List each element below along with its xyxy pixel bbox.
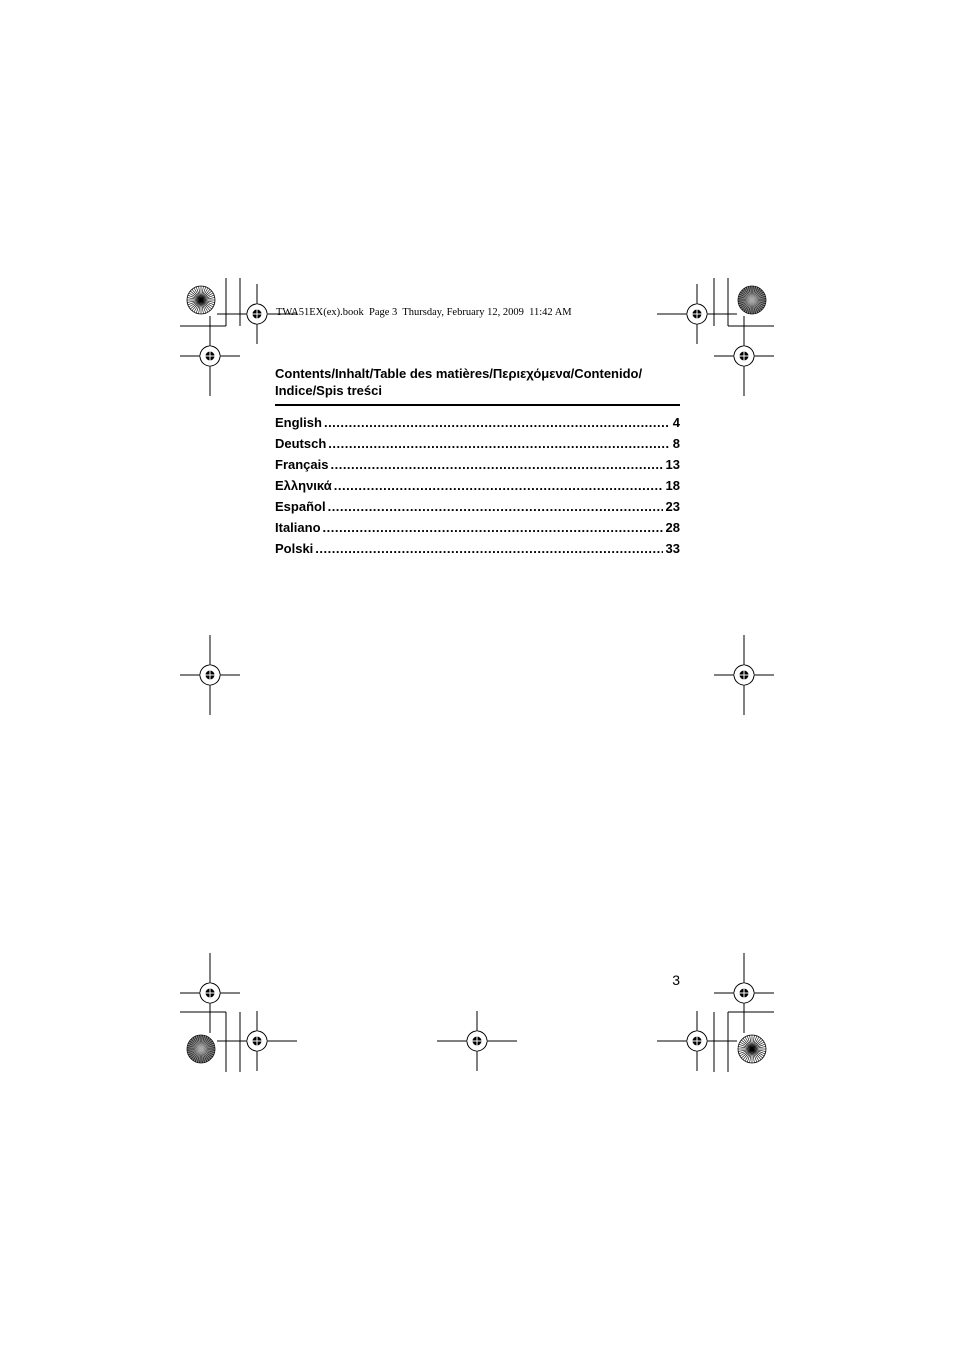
toc-entry-francais[interactable] — [275, 454, 680, 475]
toc-page: 8 — [672, 436, 680, 451]
toc-language: Deutsch — [275, 436, 327, 451]
toc-entry-ellinika[interactable] — [275, 475, 680, 496]
toc-leader — [328, 433, 669, 454]
toc-leader — [315, 538, 662, 559]
toc-language: Français — [275, 457, 329, 472]
toc-leader — [323, 517, 663, 538]
toc-leader — [330, 454, 662, 475]
starburst-target — [738, 1035, 766, 1063]
toc-language: Español — [275, 499, 326, 514]
print-header: TWA51EX(ex).book Page 3 Thursday, February 12, 2009 11:42 AM — [276, 307, 572, 318]
toc-leader — [334, 475, 663, 496]
page-title — [275, 365, 680, 399]
starburst-target — [738, 286, 766, 314]
table-of-contents — [275, 412, 680, 559]
toc-page: 4 — [672, 415, 680, 430]
toc-page: 13 — [665, 457, 680, 472]
toc-language: Ελληνικά — [275, 478, 332, 493]
toc-entry-italiano[interactable] — [275, 517, 680, 538]
registration-marks — [180, 284, 774, 1071]
toc-entry-espanol[interactable] — [275, 496, 680, 517]
toc-language: Polski — [275, 541, 314, 556]
starburst-target — [187, 286, 215, 314]
toc-language: English — [275, 415, 322, 430]
starburst-target — [187, 1035, 215, 1063]
title-rule — [275, 404, 680, 406]
toc-leader — [328, 496, 663, 517]
toc-entry-deutsch[interactable] — [275, 433, 680, 454]
toc-language: Italiano — [275, 520, 321, 535]
toc-entry-english[interactable] — [275, 412, 680, 433]
starburst-targets — [187, 286, 766, 1063]
toc-page: 28 — [665, 520, 680, 535]
toc-page: 33 — [665, 541, 680, 556]
toc-entry-polski[interactable] — [275, 538, 680, 559]
title-line-2: Indice/Spis treści — [275, 383, 382, 398]
toc-page: 23 — [665, 499, 680, 514]
title-line-1: Contents/Inhalt/Table des matières/Περιεχόμενα/Contenido/ — [275, 366, 643, 381]
toc-page: 18 — [665, 478, 680, 493]
page-number: 3 — [672, 972, 680, 988]
toc-leader — [324, 412, 670, 433]
